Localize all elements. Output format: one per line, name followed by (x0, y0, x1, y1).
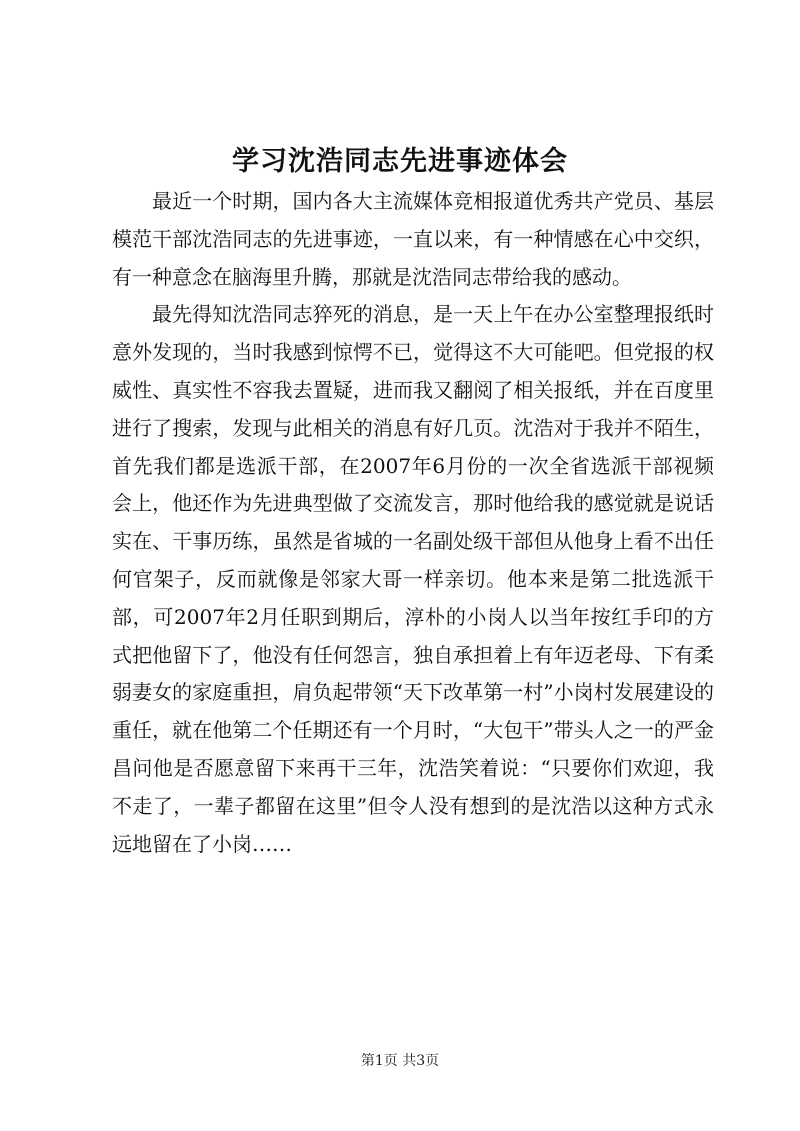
paragraph-2: 最先得知沈浩同志猝死的消息，是一天上午在办公室整理报纸时意外发现的，当时我感到惊愕不已，觉得这不大可能吧。但党报的权威性、真实性不容我去置疑，进而我又翻阅了相关报纸，并在百度里进行了搜索，发现与此相关的消息有好几页。沈浩对于我并不陌生，首先我们都是选派干部，在2007年6月份的一次全省选派干部视频会上，他还作为先进典型做了交流发言，那时他给我的感觉就是说话实在、干事历练，虽然是省城的一名副处级干部但从他身上看不出任何官架子，反而就像是邻家大哥一样亲切。他本来是第二批选派干部，可2007年2月任职到期后，淳朴的小岗人以当年按红手印的方式把他留下了，他没有任何怨言，独自承担着上有年迈老母、下有柔弱妻女的家庭重担，肩负起带领“天下改革第一村”小岗村发展建设的重任，就在他第二个任期还有一个月时，“大包干”带头人之一的严金昌问他是否愿意留下来再干三年，沈浩笑着说：“只要你们欢迎，我不走了，一辈子都留在这里”但令人没有想到的是沈浩以这种方式永远地留在了小岗…… (112, 302, 714, 856)
page-number-footer: 第1页 共3页 (360, 1053, 440, 1069)
document-body (112, 183, 714, 863)
paragraph-1: 最近一个时期，国内各大主流媒体竞相报道优秀共产党员、基层模范干部沈浩同志的先进事迹，一直以来，有一种情感在心中交织，有一种意念在脑海里升腾，那就是沈浩同志带给我的感动。 (112, 189, 714, 289)
document-title: 学习沈浩同志先进事迹体会 (232, 146, 568, 177)
